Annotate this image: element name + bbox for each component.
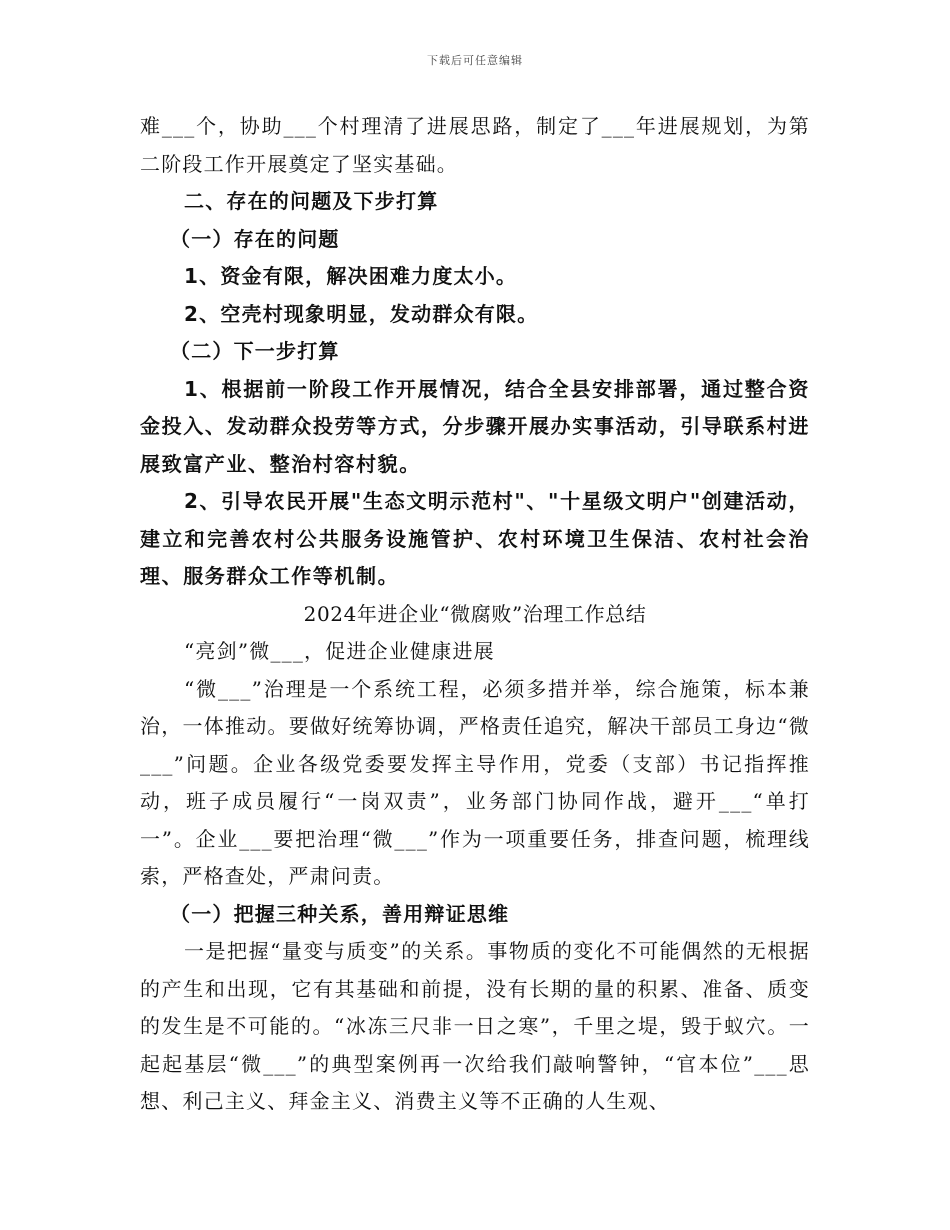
- problem-item-1: 1、资金有限，解决困难力度太小。: [184, 264, 518, 288]
- page-header: 下载后可任意编辑: [427, 54, 523, 67]
- plan-item-2: 2、引导农民开展"生态文明示范村"、"十星级文明户"创建活动，建立和完善农村公共服务设施管护、农村环境卫生保洁、农村社会治理、服务群众工作等机制。: [140, 489, 810, 588]
- document-subtitle: “亮剑”微___，促进企业健康进展: [184, 639, 495, 663]
- document-body: [140, 108, 810, 1121]
- paragraph-quantity-quality: 一是把握“量变与质变”的关系。事物质的变化不可能偶然的无根据的产生和出现，它有其基础和前提，没有长期的量的积累、准备、质变的发生是不可能的。“冰冻三尺非一日之寒”，千里之堤，毁于蚁穴。一起起基层“微___”的典型案例再一次给我们敲响警钟，“官本位”___思想、利己主义、拜金主义、消费主义等不正确的人生观、: [140, 939, 810, 1113]
- paragraph-governance: “微___”治理是一个系统工程，必须多措并举，综合施策，标本兼治，一体推动。要做好统筹协调，严格责任追究，解决干部员工身边“微___”问题。企业各级党委要发挥主导作用，党委（支部）书记指挥推动，班子成员履行“一岗双责”，业务部门协同作战，避开___“单打一”。企业___要把治理“微___”作为一项重要任务，排查问题，梳理线索，严格查处，严肃问责。: [140, 676, 810, 888]
- subheading-three-relations: （一）把握三种关系，善用辩证思维: [170, 901, 510, 926]
- section-heading-problems-plans: 二、存在的问题及下步打算: [184, 189, 439, 213]
- problem-item-2: 2、空壳村现象明显，发动群众有限。: [184, 301, 539, 326]
- document-title: 2024年进企业“微腐败”治理工作总结: [303, 601, 647, 626]
- paragraph-continuation: 难___个，协助___个村理清了进展思路，制定了___年进展规划，为第二阶段工作开展奠定了坚实基础。: [140, 114, 810, 176]
- subheading-existing-problems: （一）存在的问题: [170, 226, 340, 251]
- subheading-next-plan: （二）下一步打算: [170, 339, 340, 363]
- plan-item-1: 1、根据前一阶段工作开展情况，结合全县安排部署，通过整合资金投入、发动群众投劳等方式，分步骤开展办实事活动，引导联系村进展致富产业、整治村容村貌。: [140, 376, 810, 476]
